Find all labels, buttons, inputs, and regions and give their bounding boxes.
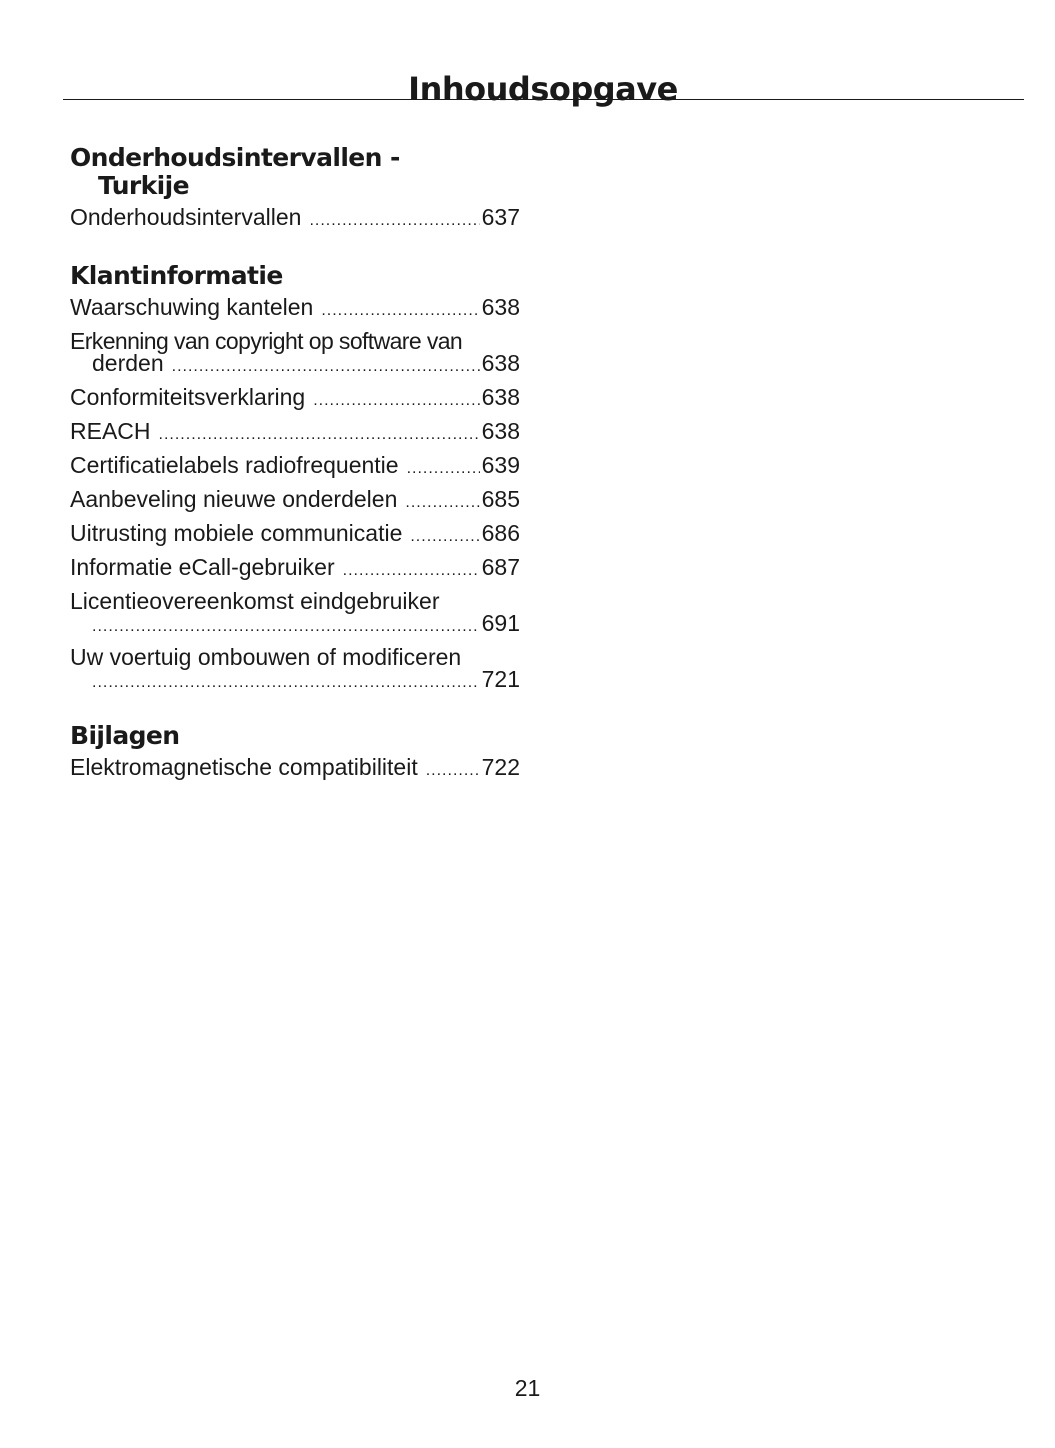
dot-leader (309, 210, 479, 232)
toc-section-klantinformatie (70, 262, 520, 694)
toc-entry[interactable] (70, 454, 520, 480)
toc-entry-label: Conformiteitsverklaring (70, 384, 306, 410)
toc-entry[interactable] (70, 420, 520, 446)
section-heading[interactable] (70, 144, 520, 200)
dot-leader (92, 616, 480, 638)
toc-entry-label: Certificatielabels radiofrequentie (70, 452, 399, 478)
dot-leader (313, 390, 479, 412)
toc-entry-page: 638 (481, 384, 520, 410)
toc-entry-label: Elektromagnetische compatibiliteit (70, 754, 418, 780)
section-heading[interactable] (70, 262, 520, 290)
toc-entry[interactable] (70, 756, 520, 782)
section-heading-line1: Klantinformatie (70, 261, 283, 290)
dot-leader (172, 356, 480, 378)
section-heading-line2: Turkije (98, 171, 189, 200)
toc-entry-label: REACH (70, 418, 151, 444)
toc-entry-page: 691 (481, 610, 520, 636)
dot-leader (321, 300, 479, 322)
section-heading-line1: Onderhoudsintervallen - (70, 143, 400, 172)
toc-entry-page: 686 (481, 520, 520, 546)
toc-entry-label: Uitrusting mobiele communicatie (70, 520, 403, 546)
toc-entry-label-line1: Erkenning van copyright op software van (70, 328, 463, 354)
toc-entry[interactable] (70, 330, 520, 378)
dot-leader (407, 458, 480, 480)
toc-entry[interactable] (70, 522, 520, 548)
toc-entry[interactable] (70, 206, 520, 232)
toc-entry-label-line1: Uw voertuig ombouwen of modificeren (70, 644, 462, 670)
toc-entry[interactable] (70, 590, 520, 638)
dot-leader (92, 672, 480, 694)
toc-entry-page: 638 (481, 350, 520, 376)
toc-entry[interactable] (70, 646, 520, 694)
section-heading-line1: Bijlagen (70, 721, 180, 750)
title-divider (63, 99, 1024, 100)
toc-entry-page: 721 (481, 666, 520, 692)
toc-entry-page: 685 (481, 486, 520, 512)
toc-section-onderhoudsintervallen-turkije (70, 144, 520, 232)
toc-entry-label: Waarschuwing kantelen (70, 294, 314, 320)
dot-leader (343, 560, 480, 582)
toc-entry-label: derden (92, 350, 164, 376)
dot-leader (159, 424, 480, 446)
toc-entry-label-line1: Licentieovereenkomst eindgebruiker (70, 588, 440, 614)
dot-leader (405, 492, 479, 514)
toc-entry-page: 639 (481, 452, 520, 478)
toc-entry-page: 687 (481, 554, 520, 580)
page-title: Inhoudsopgave (408, 70, 678, 109)
toc-entry[interactable] (70, 296, 520, 322)
page-number: 21 (514, 1375, 541, 1401)
dot-leader (426, 760, 480, 782)
toc-entry[interactable] (70, 556, 520, 582)
toc-entry-label: Informatie eCall-gebruiker (70, 554, 335, 580)
toc-entry[interactable] (70, 488, 520, 514)
toc-entry-label: Aanbeveling nieuwe onderdelen (70, 486, 398, 512)
section-heading[interactable] (70, 722, 520, 750)
dot-leader (410, 526, 479, 548)
table-of-contents (70, 144, 520, 804)
toc-entry-page: 637 (481, 204, 520, 230)
toc-entry-label: Onderhoudsintervallen (70, 204, 302, 230)
toc-entry-page: 638 (481, 418, 520, 444)
toc-entry-page: 722 (481, 754, 520, 780)
toc-entry[interactable] (70, 386, 520, 412)
toc-entry-page: 638 (481, 294, 520, 320)
toc-section-bijlagen (70, 722, 520, 782)
